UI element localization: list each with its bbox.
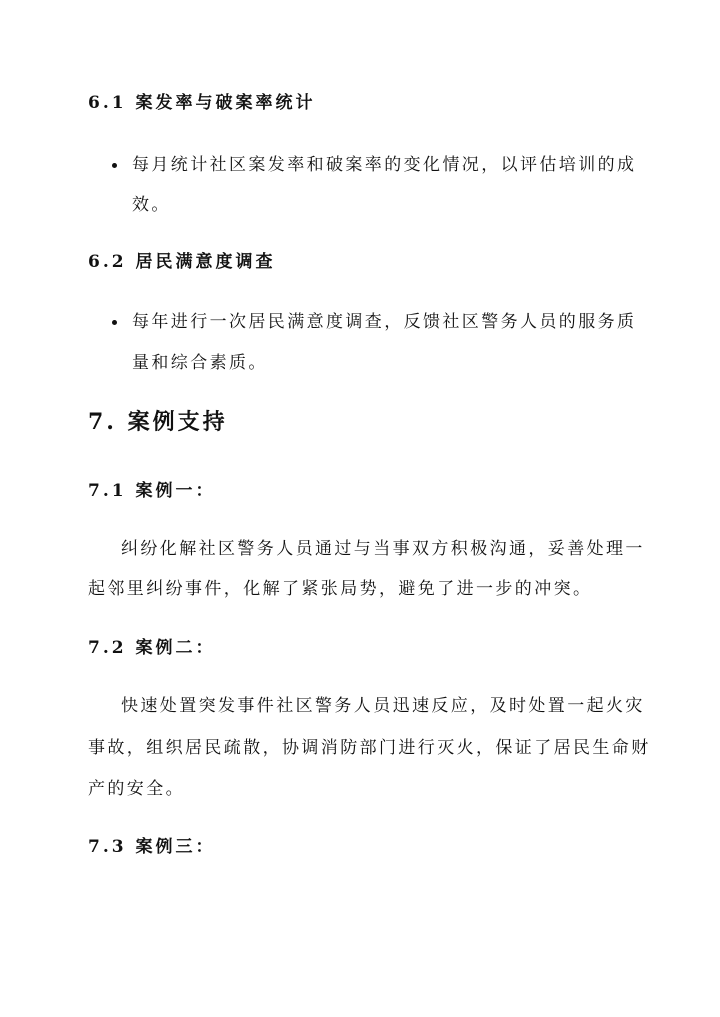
section-heading-7-1: 7.1 案例一： <box>88 481 216 501</box>
bullet-dot <box>112 320 117 325</box>
paragraph-line: 纠纷化解社区警务人员通过与当事双方积极沟通，妥善处理一 <box>121 539 645 559</box>
bullet-text-line: 效。 <box>132 195 171 215</box>
bullet-text-line: 每年进行一次居民满意度调查，反馈社区警务人员的服务质 <box>132 312 637 332</box>
bullet-text-line: 量和综合素质。 <box>132 353 268 373</box>
section-heading-7-3: 7.3 案例三： <box>88 837 216 857</box>
chapter-heading-7: 7. 案例支持 <box>88 409 228 435</box>
section-heading-6-2: 6.2 居民满意度调查 <box>88 252 276 272</box>
paragraph-line: 快速处置突发事件社区警务人员迅速反应，及时处置一起火灾 <box>121 696 645 716</box>
paragraph-line: 事故，组织居民疏散，协调消防部门进行灭火，保证了居民生命财 <box>88 738 651 758</box>
paragraph-line: 起邻里纠纷事件，化解了紧张局势，避免了进一步的冲突。 <box>88 579 593 599</box>
bullet-text-line: 每月统计社区案发率和破案率的变化情况，以评估培训的成 <box>132 155 637 175</box>
section-heading-7-2: 7.2 案例二： <box>88 638 216 658</box>
section-heading-6-1: 6.1 案发率与破案率统计 <box>88 93 316 113</box>
bullet-dot <box>112 163 117 168</box>
paragraph-line: 产的安全。 <box>88 779 185 799</box>
